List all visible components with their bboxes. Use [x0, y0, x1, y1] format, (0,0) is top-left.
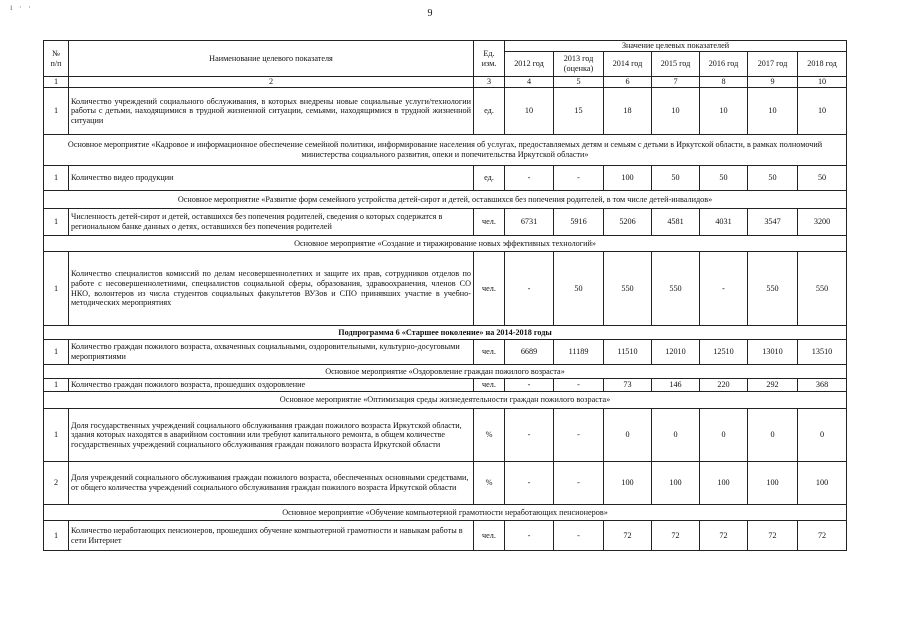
header-values-group: Значение целевых показателей: [505, 41, 847, 52]
section-title: Основное мероприятие «Развитие форм семейного устройства детей-сирот и детей, оставшихся без попечения родителей, в том числе детей-инвалидов»: [44, 191, 847, 209]
value-cell: 12510: [700, 340, 748, 365]
value-cell: 220: [700, 379, 748, 392]
table-body: [44, 88, 847, 551]
unit-cell: чел.: [474, 252, 505, 326]
value-cell: -: [505, 462, 554, 505]
unit-cell: ед.: [474, 88, 505, 135]
indicator-name: Количество специалистов комиссий по делам несовершеннолетних и защите их прав, сотрудников отделов по работе с несовершеннолетними, специалистов социальной сферы, образования, здравоохранения, членов СО НКО, волонтеров из числа студентов социальных факультетов ВУЗов и СПО принявших участие в учебно-методических мероприятиях: [69, 252, 474, 326]
indicator-row: [44, 340, 847, 365]
indicator-name: Доля государственных учреждений социального обслуживания граждан пожилого возраста Иркутской области, здания которых находятся в аварийном состоянии или требуют капитального ремонта, в общем количестве государственных учреждений социального обслуживания граждан пожилого возраста Иркутской области: [69, 409, 474, 462]
header-year: 2013 год (оценка): [554, 52, 604, 77]
value-cell: -: [505, 409, 554, 462]
value-cell: 11510: [604, 340, 652, 365]
value-cell: 72: [748, 521, 798, 551]
value-cell: -: [554, 409, 604, 462]
header-num: № п/п: [44, 41, 69, 77]
indicator-row: [44, 379, 847, 392]
value-cell: 292: [748, 379, 798, 392]
header-year: 2018 год: [798, 52, 847, 77]
value-cell: 0: [652, 409, 700, 462]
value-cell: 0: [700, 409, 748, 462]
target-indicators-table: [43, 40, 847, 551]
value-cell: 550: [604, 252, 652, 326]
column-number-cell: 10: [798, 77, 847, 88]
value-cell: 0: [798, 409, 847, 462]
value-cell: 368: [798, 379, 847, 392]
column-number-cell: 6: [604, 77, 652, 88]
value-cell: 12010: [652, 340, 700, 365]
indicator-name: Количество граждан пожилого возраста, прошедших оздоровление: [69, 379, 474, 392]
value-cell: 5206: [604, 209, 652, 236]
value-cell: 11189: [554, 340, 604, 365]
value-cell: 13510: [798, 340, 847, 365]
unit-cell: %: [474, 409, 505, 462]
value-cell: 3200: [798, 209, 847, 236]
section-row: [44, 135, 847, 166]
value-cell: 10: [798, 88, 847, 135]
value-cell: 15: [554, 88, 604, 135]
row-number: 1: [44, 166, 69, 191]
value-cell: 4581: [652, 209, 700, 236]
header-year: 2012 год: [505, 52, 554, 77]
value-cell: -: [505, 252, 554, 326]
indicator-name: Количество учреждений социального обслуживания, в которых внедрены новые социальные услуги/технологии работы с детьми, находящимися в трудной жизненной ситуации, семьями, находящимися в трудной жизненной ситуации: [69, 88, 474, 135]
subprogram-title: Подпрограмма 6 «Старшее поколение» на 2014-2018 годы: [44, 326, 847, 340]
header-year: 2016 год: [700, 52, 748, 77]
value-cell: 10: [505, 88, 554, 135]
value-cell: 4031: [700, 209, 748, 236]
section-title: Основное мероприятие «Оздоровление граждан пожилого возраста»: [44, 365, 847, 379]
column-number-cell: 3: [474, 77, 505, 88]
unit-cell: чел.: [474, 209, 505, 236]
value-cell: 50: [554, 252, 604, 326]
value-cell: 100: [604, 166, 652, 191]
header-year: 2014 год: [604, 52, 652, 77]
column-number-cell: 1: [44, 77, 69, 88]
indicator-row: [44, 209, 847, 236]
header-name: Наименование целевого показателя: [69, 41, 474, 77]
row-number: 1: [44, 252, 69, 326]
section-title: Основное мероприятие «Оптимизация среды жизнедеятельности граждан пожилого возраста»: [44, 392, 847, 409]
row-number: 1: [44, 409, 69, 462]
value-cell: 5916: [554, 209, 604, 236]
subprogram-row: [44, 326, 847, 340]
value-cell: 146: [652, 379, 700, 392]
value-cell: 72: [652, 521, 700, 551]
section-title: Основное мероприятие «Создание и тиражирование новых эффективных технологий»: [44, 236, 847, 252]
column-number-cell: 9: [748, 77, 798, 88]
value-cell: -: [505, 521, 554, 551]
unit-cell: чел.: [474, 521, 505, 551]
value-cell: 10: [748, 88, 798, 135]
indicator-row: [44, 462, 847, 505]
value-cell: -: [700, 252, 748, 326]
column-number-cell: 5: [554, 77, 604, 88]
indicator-row: [44, 88, 847, 135]
indicator-row: [44, 521, 847, 551]
value-cell: 10: [652, 88, 700, 135]
value-cell: 3547: [748, 209, 798, 236]
value-cell: 13010: [748, 340, 798, 365]
value-cell: 550: [798, 252, 847, 326]
indicator-name: Численность детей-сирот и детей, оставшихся без попечения родителей, сведения о которых содержатся в региональном банке данных о детях, оставшихся без попечения родителей: [69, 209, 474, 236]
value-cell: -: [554, 379, 604, 392]
row-number: 1: [44, 379, 69, 392]
table-header: [44, 41, 847, 88]
column-number-cell: 2: [69, 77, 474, 88]
value-cell: 72: [700, 521, 748, 551]
value-cell: 100: [652, 462, 700, 505]
unit-cell: %: [474, 462, 505, 505]
indicator-name: Количество неработающих пенсионеров, прошедших обучение компьютерной грамотности и навыкам работы в сети Интернет: [69, 521, 474, 551]
unit-cell: чел.: [474, 340, 505, 365]
indicator-name: Количество видео продукции: [69, 166, 474, 191]
value-cell: 72: [798, 521, 847, 551]
page-number: 9: [427, 8, 433, 19]
value-cell: 6689: [505, 340, 554, 365]
row-number: 1: [44, 521, 69, 551]
value-cell: 100: [700, 462, 748, 505]
scan-artifact: ı · ·: [10, 2, 33, 12]
value-cell: 550: [748, 252, 798, 326]
row-number: 1: [44, 88, 69, 135]
section-row: [44, 236, 847, 252]
indicator-row: [44, 252, 847, 326]
row-number: 1: [44, 209, 69, 236]
value-cell: 550: [652, 252, 700, 326]
unit-cell: чел.: [474, 379, 505, 392]
indicator-row: [44, 409, 847, 462]
indicator-name: Доля учреждений социального обслуживания граждан пожилого возраста, обеспеченных основными средствами, от общего количества учреждений социального обслуживания граждан пожилого возраста Иркутской области: [69, 462, 474, 505]
value-cell: 50: [748, 166, 798, 191]
indicator-row: [44, 166, 847, 191]
column-number-cell: 4: [505, 77, 554, 88]
value-cell: 73: [604, 379, 652, 392]
value-cell: 18: [604, 88, 652, 135]
value-cell: 50: [798, 166, 847, 191]
value-cell: 100: [748, 462, 798, 505]
value-cell: 72: [604, 521, 652, 551]
section-row: [44, 365, 847, 379]
indicator-name: Количество граждан пожилого возраста, охваченных социальными, оздоровительными, культурно-досуговыми мероприятиями: [69, 340, 474, 365]
section-title: Основное мероприятие «Кадровое и информационное обеспечение семейной политики, информирование населения об услугах, предоставляемых детям и семьям с детьми в Иркутской области, в рамках полномочий министерства социального развития, опеки и попечительства Иркутской области»: [44, 135, 847, 166]
row-number: 2: [44, 462, 69, 505]
value-cell: 6731: [505, 209, 554, 236]
value-cell: 10: [700, 88, 748, 135]
value-cell: -: [505, 166, 554, 191]
column-number-cell: 7: [652, 77, 700, 88]
section-title: Основное мероприятие «Обучение компьютерной грамотности неработающих пенсионеров»: [44, 505, 847, 521]
value-cell: 0: [604, 409, 652, 462]
value-cell: 0: [748, 409, 798, 462]
value-cell: 50: [652, 166, 700, 191]
row-number: 1: [44, 340, 69, 365]
section-row: [44, 191, 847, 209]
value-cell: 50: [700, 166, 748, 191]
value-cell: 100: [798, 462, 847, 505]
value-cell: -: [554, 521, 604, 551]
value-cell: -: [505, 379, 554, 392]
header-unit: Ед. изм.: [474, 41, 505, 77]
header-year: 2017 год: [748, 52, 798, 77]
value-cell: -: [554, 462, 604, 505]
header-year: 2015 год: [652, 52, 700, 77]
section-row: [44, 392, 847, 409]
column-numbers-row: [44, 77, 847, 88]
value-cell: 100: [604, 462, 652, 505]
value-cell: -: [554, 166, 604, 191]
unit-cell: ед.: [474, 166, 505, 191]
column-number-cell: 8: [700, 77, 748, 88]
section-row: [44, 505, 847, 521]
